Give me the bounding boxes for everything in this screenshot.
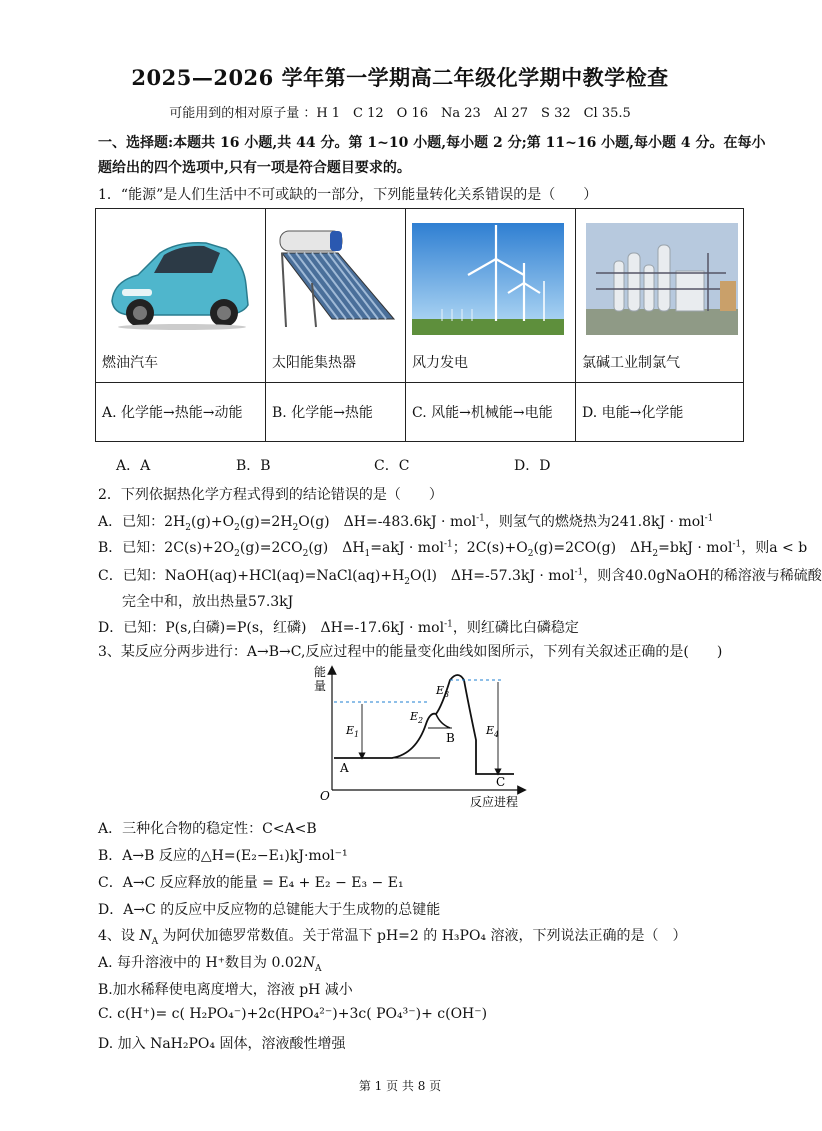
q1-answer-c: C. 风能→机械能→电能 [406,383,576,442]
chemical-plant-image [586,223,738,335]
intermediate-dip [436,714,450,728]
section-instructions-line1: 一、选择题:本题共 16 小题,共 44 分。第 1~10 小题,每小题 2 分;第 11~16 小题,每小题 4 分。在每小 [98,135,766,151]
exam-title: 2025—2026 学年第一学期高二年级化学期中教学检查 [131,65,669,90]
q1-label-solar: 太阳能集热器 [272,355,356,371]
q4-stem: 4、设 $N_A$ 为阿伏加德罗常数值。关于常温下 pH=2 的 H₃PO₄ 溶液，下列说法正确的是（ ） [98,928,687,947]
q2-option-c-line2: 完全中和，放出热量57.3kJ [122,594,294,610]
q1-label-car: 燃油汽车 [102,355,158,371]
point-c-label: C [496,775,506,789]
q4-option-c: C. c(H⁺)= c( H₂PO₄⁻)+2c(HPO₄²⁻)+3c( PO₄³⁻)+ c(OH⁻) [98,1006,488,1022]
label-e4: $E_4$ [486,724,500,739]
origin-label: O [320,789,330,803]
wind-turbine-image [412,223,564,335]
q1-energy-table [95,208,744,442]
q2-option-a: A．已知：$2H_2(g)+O_2(g)=2H_2O(g)$ ΔH=-483.6kJ · mol$^{-1}$，则氢气的燃烧热为241.8kJ · mol$^{-1}$ [98,513,714,533]
label-e1: $E_1$ [346,724,360,739]
label-e2: $E_2$ [410,710,424,725]
q1-stem: 1．“能源”是人们生活中不可或缺的一部分，下列能量转化关系错误的是（ ） [98,187,598,203]
solar-heater-image [272,223,400,335]
q1-choice-d: D．D [514,458,551,474]
label-e3: $E_3$ [436,684,450,699]
q4-option-b: B.加水稀释使电离度增大，溶液 pH 减小 [98,982,353,998]
q1-cell-wind [406,209,576,383]
q4-option-d: D. 加入 NaH₂PO₄ 固体，溶液酸性增强 [98,1036,346,1052]
q4-option-a: A. 每升溶液中的 H⁺数目为 $0.02N_A$ [98,955,322,974]
q1-choice-b: B．B [236,458,271,474]
q3-option-b: B．A→B 反应的△H=(E₂−E₁)kJ·mol⁻¹ [98,848,348,864]
q1-label-chlor-alkali: 氯碱工业制氯气 [582,355,680,371]
q1-choice-a: A．A [116,458,151,474]
q3-option-d: D．A→C 的反应中反应物的总键能大于生成物的总键能 [98,902,441,918]
q1-label-wind: 风力发电 [412,355,468,371]
q2-option-c: C．已知：$NaOH(aq)+HCl(aq)=NaCl(aq)+H_2O(l)$ ΔH=-57.3kJ · mol$^{-1}$，则含40.0gNaOH的稀溶液与稀硫酸 [98,567,822,587]
q1-cell-solar [266,209,406,383]
page-footer: 第 1 页 共 8 页 [358,1079,442,1093]
energy-profile-diagram [300,662,530,810]
q3-option-a: A．三种化合物的稳定性：C<A<B [98,821,317,837]
point-a-label: A [340,761,349,775]
q2-option-d: D．已知：P(s,白磷)=P(s，红磷) ΔH=-17.6kJ · mol$^{-1}$，则红磷比白磷稳定 [98,619,579,636]
point-b-label: B [446,731,455,745]
q1-answer-d: D. 电能→化学能 [576,383,744,442]
q1-cell-car [96,209,266,383]
q1-cell-chlor-alkali [576,209,744,383]
x-axis-label: 反应进程 [470,795,519,809]
q1-choice-c: C．C [374,458,410,474]
q2-option-b: B．已知：$2C(s)+2O_2(g)=2CO_2(g)$ $\Delta H_1=akJ \cdot mol^{-1}$；$2C(s)+O_2(g)=2CO(g)$ $\Delta H_2=bkJ \cdot mol^{-1}$，则a < b [98,539,808,559]
q3-option-c: C．A→C 反应释放的能量 = E₄ + E₂ − E₃ − E₁ [98,875,404,891]
q2-stem: 2．下列依据热化学方程式得到的结论错误的是（ ） [98,487,443,503]
y-axis-label-1: 能 [314,665,327,679]
q3-stem: 3、某反应分两步进行：A→B→C,反应过程中的能量变化曲线如图所示，下列有关叙述正确的是( ) [98,644,723,660]
atomic-masses-line: 可能用到的相对原子量 ：H 1 C 12 O 16 Na 23 Al 27 S 32 Cl 35.5 [169,106,631,121]
section-instructions-line2: 题给出的四个选项中,只有一项是符合题目要求的。 [98,160,411,176]
q1-answer-b: B. 化学能→热能 [266,383,406,442]
q1-answer-a: A. 化学能→热能→动能 [96,383,266,442]
car-image [102,223,254,335]
y-axis-label-2: 量 [314,679,327,693]
